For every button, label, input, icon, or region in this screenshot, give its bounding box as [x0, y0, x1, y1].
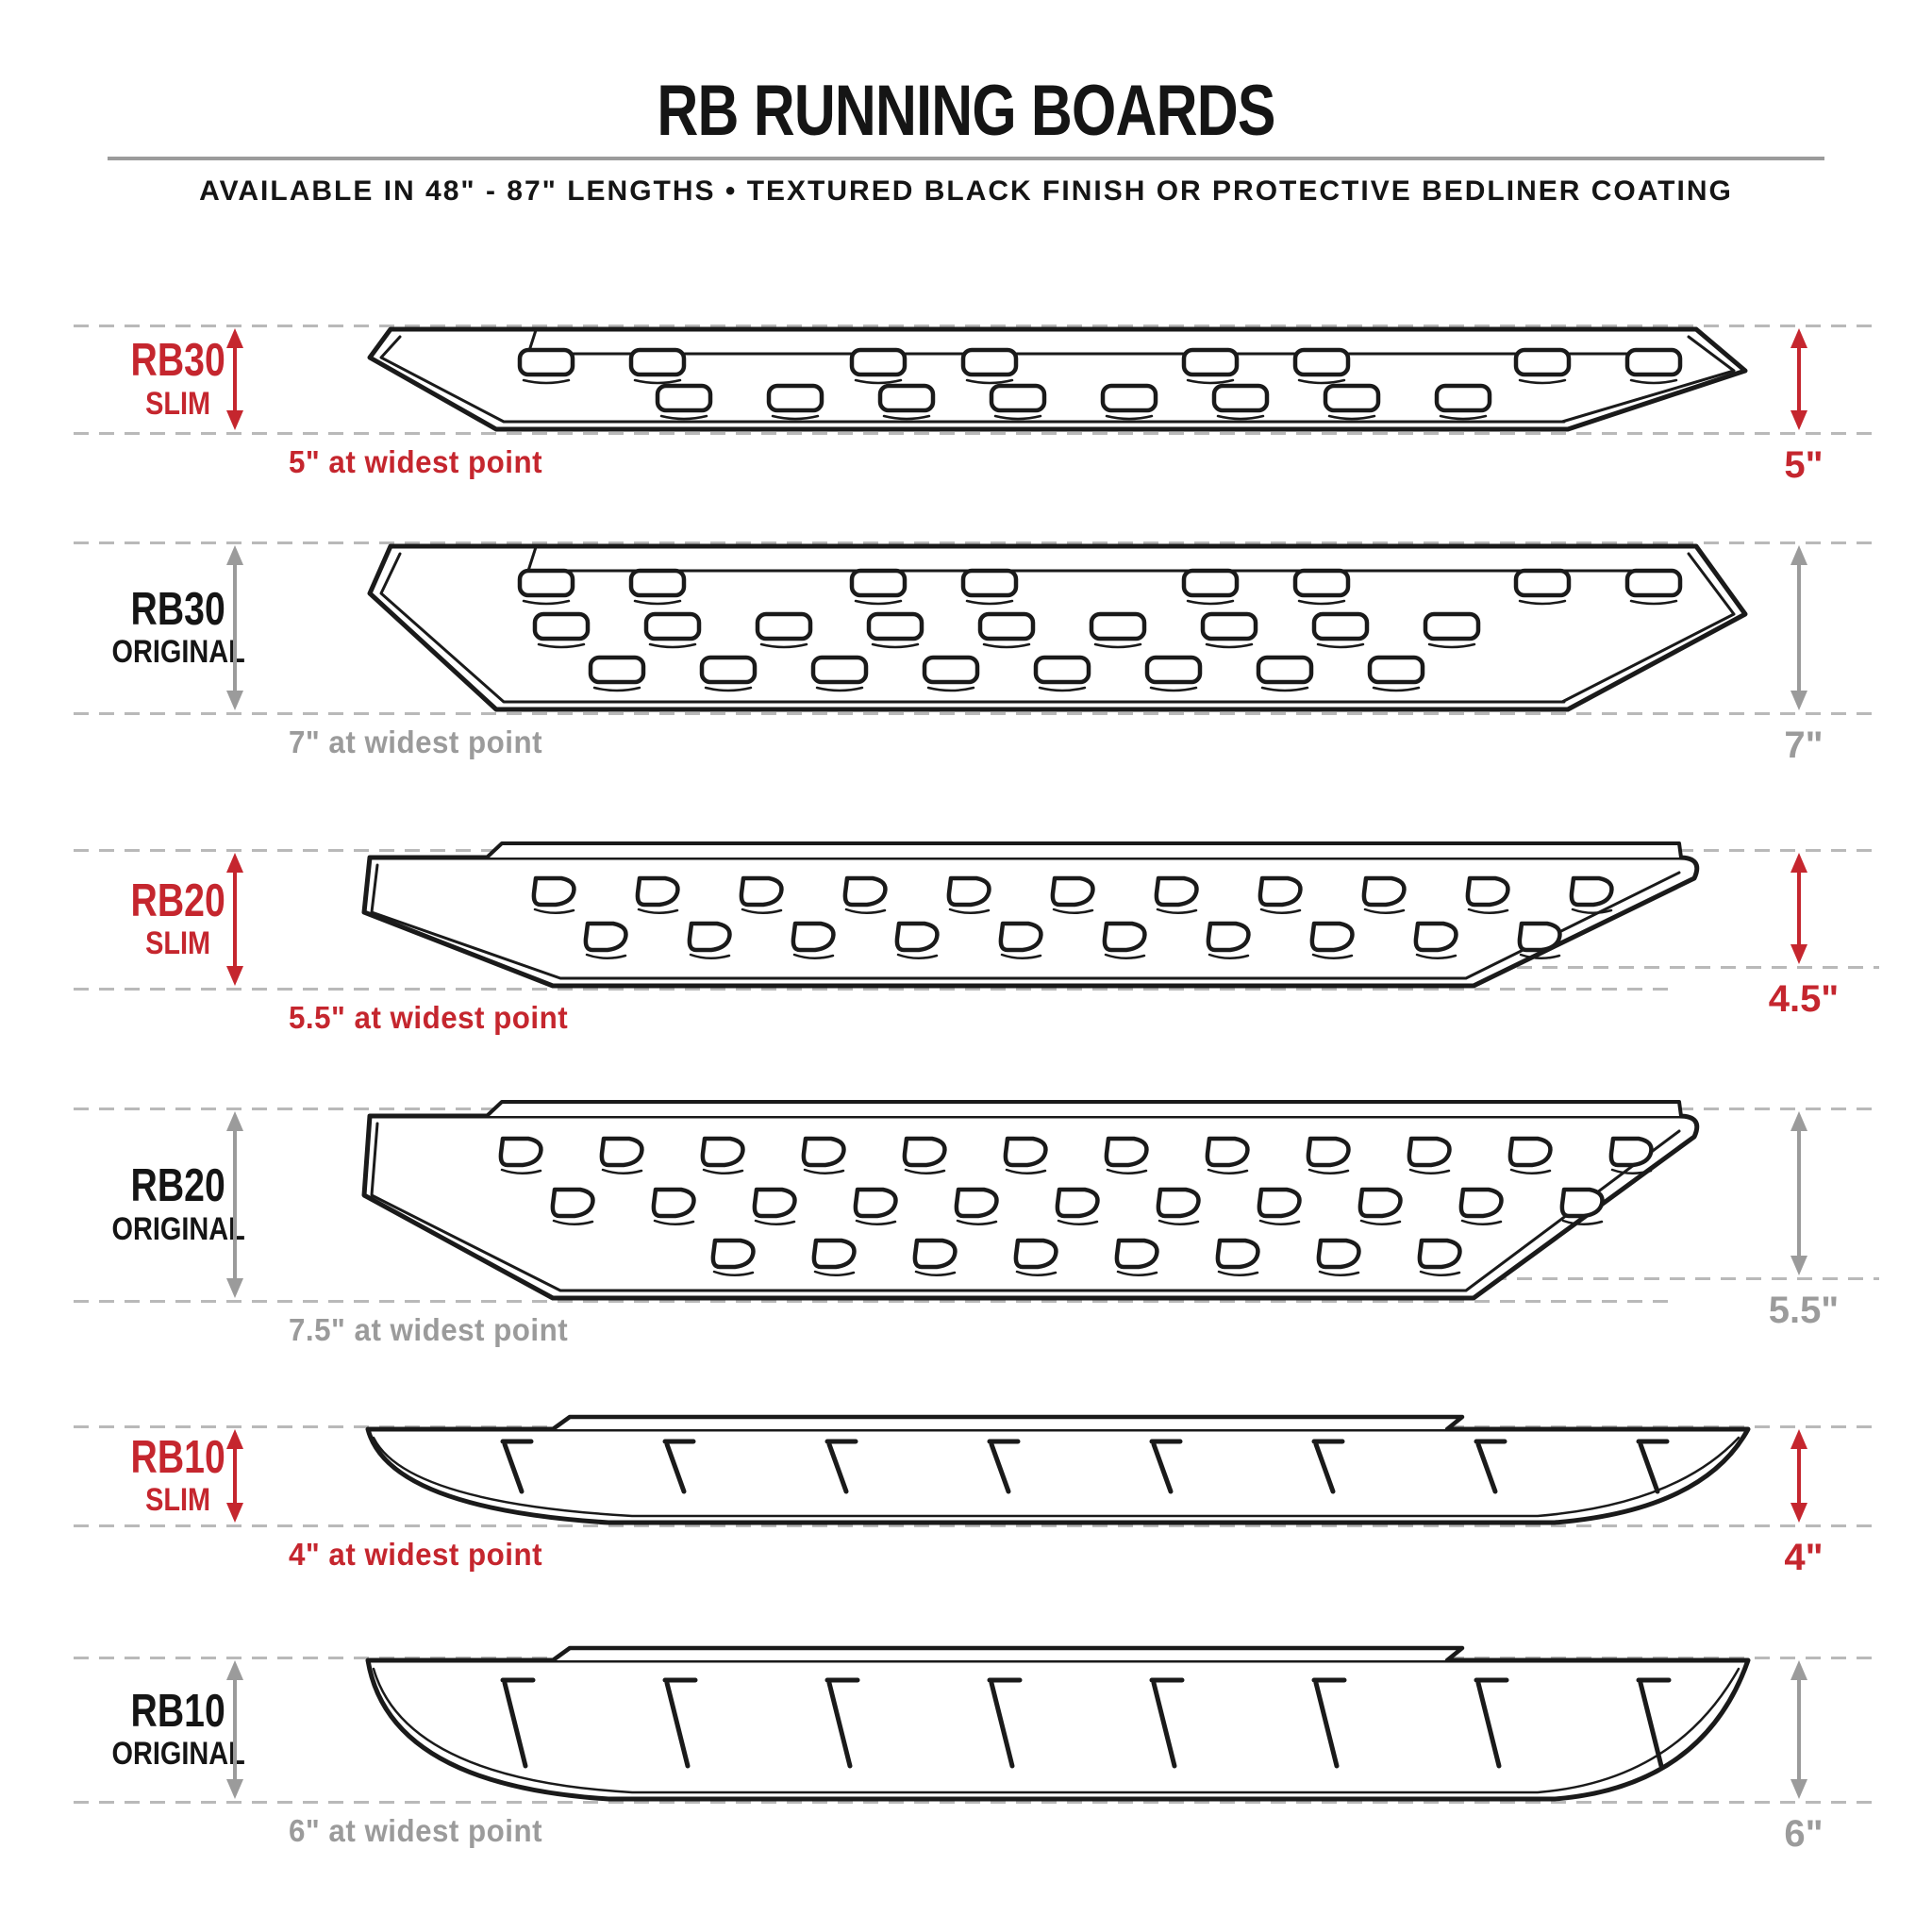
widest-point-label: 4" at widest point — [289, 1537, 543, 1572]
board-variant: ORIGINAL — [111, 634, 245, 671]
board-model: RB20 — [130, 1160, 226, 1212]
dimension-arrow-right-icon — [1787, 1659, 1811, 1800]
board-model: RB10 — [130, 1685, 226, 1737]
board-model: RB30 — [130, 583, 226, 635]
widest-point-label: 6" at widest point — [289, 1813, 543, 1848]
page-title: RB RUNNING BOARDS — [657, 71, 1275, 151]
board-variant: ORIGINAL — [111, 1736, 245, 1773]
board-variant: SLIM — [145, 1482, 211, 1519]
widest-point-label: 7.5" at widest point — [289, 1312, 569, 1347]
board-model: RB20 — [130, 874, 226, 926]
right-dimension-label: 5" — [1784, 444, 1824, 486]
running-board-illustration — [311, 1657, 1783, 1802]
right-dimension-label: 5.5" — [1768, 1290, 1840, 1331]
board-variant: SLIM — [145, 925, 211, 962]
widest-point-label: 5" at widest point — [289, 444, 543, 479]
right-dimension-label: 4" — [1784, 1537, 1824, 1578]
page-subtitle: AVAILABLE IN 48" - 87" LENGTHS • TEXTURED BLACK FINISH OR PROTECTIVE BEDLINER COATING — [199, 175, 1733, 207]
board-label — [75, 1657, 281, 1802]
right-dimension-label: 4.5" — [1768, 978, 1840, 1020]
right-dimension-label: 7" — [1784, 724, 1824, 766]
board-model: RB30 — [130, 335, 226, 387]
dimension-arrow-left-icon — [223, 1659, 247, 1800]
board-variant: ORIGINAL — [111, 1210, 245, 1247]
widest-point-label: 5.5" at widest point — [289, 1000, 569, 1035]
right-dimension-label: 6" — [1784, 1813, 1824, 1855]
board-model: RB10 — [130, 1431, 226, 1483]
widest-point-label: 7" at widest point — [289, 724, 543, 759]
board-variant: SLIM — [145, 385, 211, 422]
